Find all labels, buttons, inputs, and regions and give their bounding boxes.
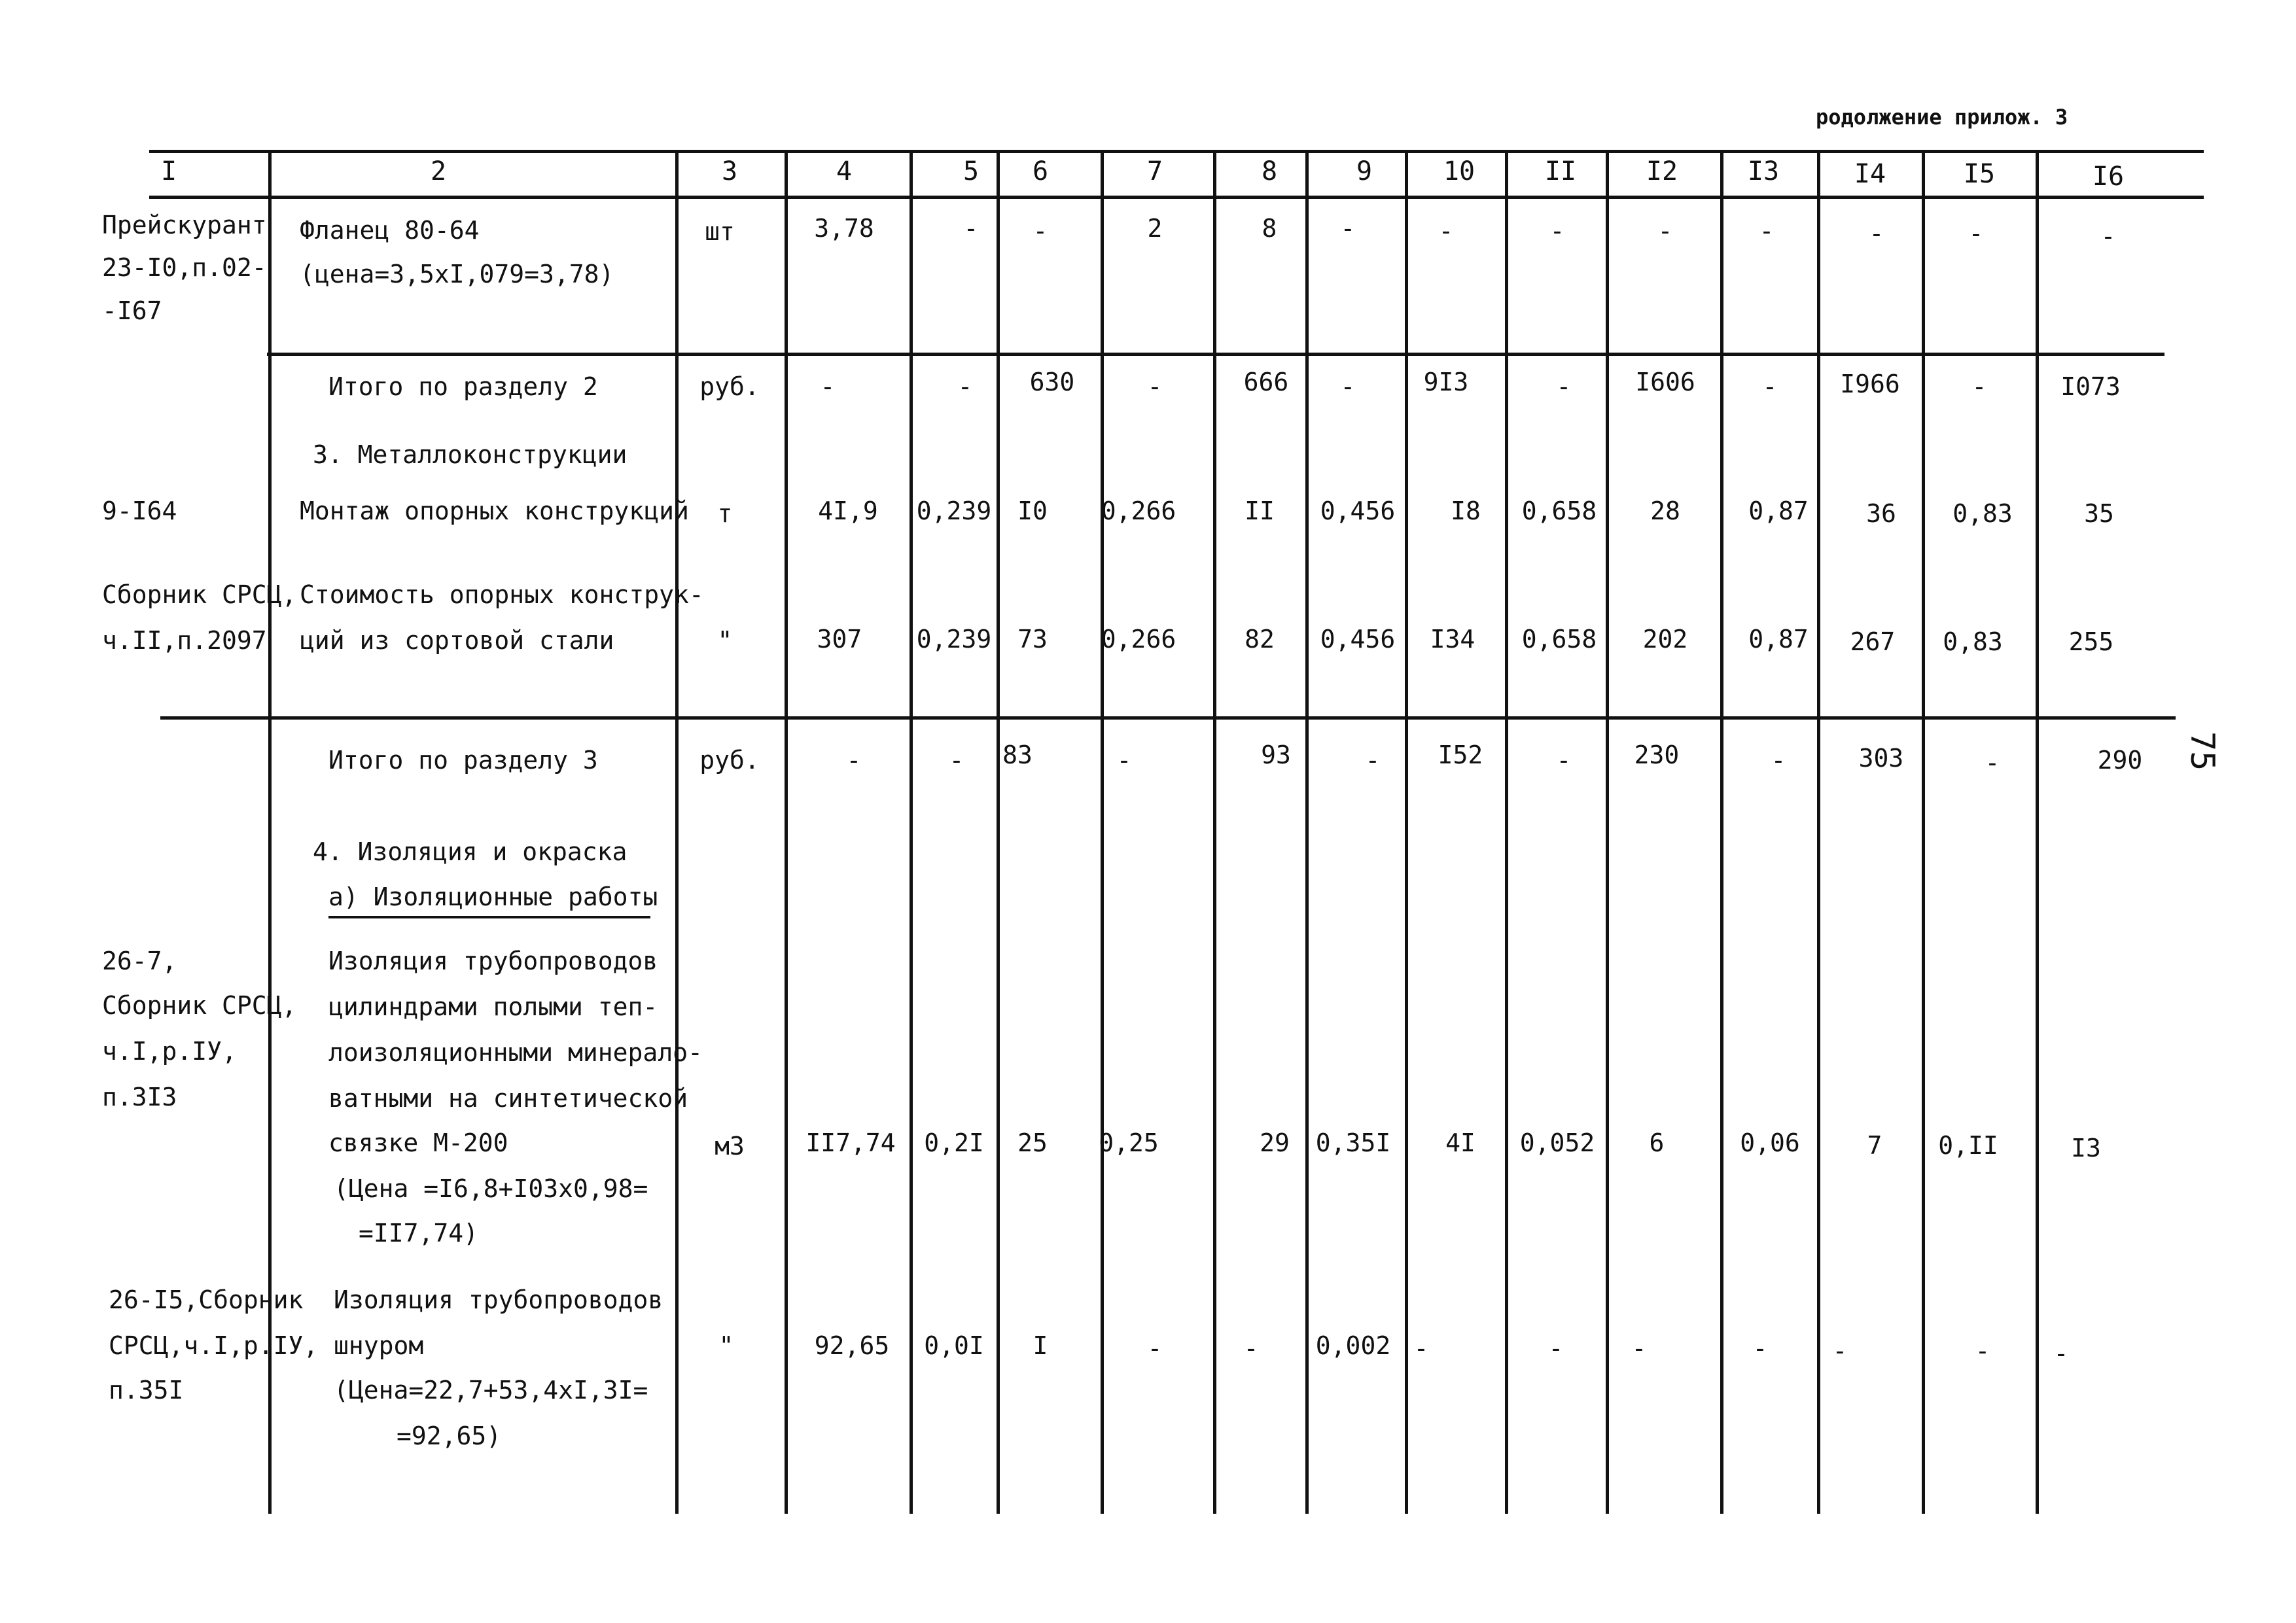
cell-value: - xyxy=(1752,1334,1768,1363)
cell-value: 0,658 xyxy=(1521,625,1597,654)
row-reference: 9-I64 xyxy=(102,497,177,525)
row-description: Стоимость опорных конструк- xyxy=(300,580,704,609)
cell-value: 2 xyxy=(1147,214,1163,243)
cell-value: I3 xyxy=(2071,1134,2101,1162)
page-number: 75 xyxy=(2183,731,2221,771)
row-description: ватными на синтетической xyxy=(328,1084,688,1113)
cell-value: 35 xyxy=(2084,499,2114,528)
cell-value: 0,83 xyxy=(1943,627,2003,656)
column-header: 7 xyxy=(1146,156,1163,186)
cell-value: 267 xyxy=(1850,627,1896,656)
cell-value: 0,002 xyxy=(1315,1331,1391,1360)
column-header: 9 xyxy=(1356,156,1373,186)
cell-value: - xyxy=(1340,214,1356,243)
row-description: =II7,74) xyxy=(359,1219,479,1248)
cell-value: - xyxy=(1869,219,1884,248)
cell-value: 7 xyxy=(1867,1131,1882,1160)
cell-value: - xyxy=(1556,746,1572,775)
cell-value: 83 xyxy=(1002,741,1033,769)
cell-value: - xyxy=(1147,372,1163,401)
row-description: связке М-200 xyxy=(328,1128,508,1157)
cell-value: - xyxy=(1438,217,1454,245)
cell-value: 202 xyxy=(1642,625,1688,654)
cell-value: 0,87 xyxy=(1748,625,1809,654)
row-unit: м3 xyxy=(715,1132,745,1161)
column-divider xyxy=(910,150,913,1514)
cell-value: - xyxy=(1413,1334,1429,1363)
row-reference: ч.I,р.IУ, xyxy=(102,1037,237,1066)
cell-value: 0,266 xyxy=(1101,625,1176,654)
cell-value: I8 xyxy=(1451,497,1481,525)
row-reference: ч.II,п.2097 xyxy=(102,626,267,655)
cell-value: - xyxy=(963,214,979,243)
row-description: шнуром xyxy=(334,1331,424,1360)
column-header: I3 xyxy=(1747,156,1780,186)
row-reference: -I67 xyxy=(102,296,162,325)
cell-value: 0,II xyxy=(1938,1131,1998,1160)
column-divider xyxy=(1505,150,1508,1514)
cell-value: - xyxy=(1116,746,1132,775)
cell-value: - xyxy=(2053,1339,2069,1368)
cell-value: I0 xyxy=(1017,497,1048,525)
row-description: (цена=3,5хI,079=3,78) xyxy=(300,260,614,288)
row-description: Изоляция трубопроводов xyxy=(328,947,658,975)
row-unit: руб. xyxy=(699,372,760,401)
cell-value: 9I3 xyxy=(1423,368,1469,396)
subsection-heading: а) Изоляционные работы xyxy=(328,882,658,911)
cell-value: - xyxy=(1759,217,1775,245)
row-unit: " xyxy=(718,1331,734,1360)
cell-value: - xyxy=(1243,1334,1259,1363)
column-header: I2 xyxy=(1646,156,1678,186)
column-header: 2 xyxy=(430,156,447,186)
column-divider xyxy=(1922,150,1925,1514)
cell-value: 0,052 xyxy=(1519,1128,1595,1157)
cell-value: - xyxy=(2100,222,2116,251)
column-header: 4 xyxy=(836,156,853,186)
cell-value: 0,456 xyxy=(1320,497,1396,525)
column-header: 5 xyxy=(963,156,980,186)
cell-value: 4I,9 xyxy=(818,497,878,525)
cell-value: 666 xyxy=(1243,368,1289,396)
column-header: II xyxy=(1544,156,1577,186)
row-reference: Прейскурант xyxy=(102,211,267,239)
column-divider xyxy=(785,150,788,1514)
cell-value: 0,2I xyxy=(924,1128,984,1157)
cell-value: 25 xyxy=(1017,1128,1048,1157)
cell-value: - xyxy=(1548,1334,1564,1363)
cell-value: 82 xyxy=(1245,625,1275,654)
cell-value: - xyxy=(1147,1334,1163,1363)
section-total-label: Итого по разделу 2 xyxy=(328,372,598,401)
table-top-rule xyxy=(149,150,2204,153)
cell-value: 303 xyxy=(1858,744,1904,773)
column-divider xyxy=(1405,150,1408,1514)
cell-value: - xyxy=(1340,372,1356,401)
cell-value: 630 xyxy=(1029,368,1075,396)
cell-value: - xyxy=(1631,1334,1647,1363)
section-heading: 4. Изоляция и окраска xyxy=(313,837,627,866)
column-header: 3 xyxy=(721,156,738,186)
column-header: I5 xyxy=(1963,159,1996,189)
cell-value: 0,0I xyxy=(924,1331,984,1360)
row-description: (Цена =I6,8+I03х0,98= xyxy=(334,1174,648,1203)
column-divider xyxy=(1305,150,1309,1514)
cell-value: I xyxy=(1033,1331,1048,1360)
cell-value: 230 xyxy=(1634,741,1680,769)
cell-value: I073 xyxy=(2060,372,2121,401)
row-unit: " xyxy=(717,626,733,655)
cell-value: 92,65 xyxy=(814,1331,890,1360)
column-divider xyxy=(1213,150,1216,1514)
row-reference: СРСЦ,ч.I,р.IУ, xyxy=(109,1331,319,1360)
cell-value: I606 xyxy=(1635,368,1695,396)
row-reference: 26-I5,Сборник xyxy=(109,1285,304,1314)
row-unit: руб. xyxy=(699,746,760,775)
table-continuation-caption: родолжение прилож. 3 xyxy=(1816,105,2068,130)
column-header: 10 xyxy=(1443,156,1475,186)
cell-value: - xyxy=(1549,217,1565,245)
cell-value: 8 xyxy=(1262,214,1277,243)
cell-value: 29 xyxy=(1260,1128,1290,1157)
cell-value: - xyxy=(1832,1336,1848,1365)
cell-value: - xyxy=(820,372,836,401)
cell-value: 0,83 xyxy=(1952,499,2013,528)
column-divider xyxy=(1606,150,1609,1514)
row-reference: Сборник СРСЦ, xyxy=(102,991,297,1020)
subsection-underline xyxy=(328,916,650,918)
cell-value: 73 xyxy=(1017,625,1048,654)
column-header: I xyxy=(160,156,177,186)
cell-value: 0,06 xyxy=(1740,1128,1800,1157)
cell-value: 0,35I xyxy=(1315,1128,1391,1157)
cell-value: 3,78 xyxy=(814,214,874,243)
column-header: I4 xyxy=(1854,159,1886,189)
cell-value: - xyxy=(1762,372,1778,401)
cell-value: 0,239 xyxy=(916,625,992,654)
column-divider xyxy=(2036,150,2039,1514)
row-description: цилиндрами полыми теп- xyxy=(328,992,658,1021)
row-description: (Цена=22,7+53,4хI,3I= xyxy=(334,1376,648,1405)
row-description: =92,65) xyxy=(397,1422,502,1450)
column-header: I6 xyxy=(2092,162,2125,192)
cell-value: - xyxy=(1033,217,1048,245)
column-divider xyxy=(675,150,679,1514)
cell-value: - xyxy=(1968,219,1984,248)
column-divider xyxy=(1817,150,1820,1514)
row-description: лоизоляционными минерало- xyxy=(328,1038,703,1067)
column-header: 8 xyxy=(1261,156,1278,186)
cell-value: 0,239 xyxy=(916,497,992,525)
cell-value: 4I xyxy=(1445,1128,1475,1157)
cell-value: 0,25 xyxy=(1099,1128,1159,1157)
cell-value: II xyxy=(1245,497,1275,525)
cell-value: 0,456 xyxy=(1320,625,1396,654)
cell-value: - xyxy=(1985,748,2000,777)
cell-value: - xyxy=(1556,372,1572,401)
column-divider xyxy=(1720,150,1723,1514)
cell-value: 0,658 xyxy=(1521,497,1597,525)
cell-value: 36 xyxy=(1866,499,1896,528)
section3-rule xyxy=(160,716,2176,720)
row-reference: п.3I3 xyxy=(102,1083,177,1111)
cell-value: - xyxy=(1971,372,1987,401)
cell-value: 6 xyxy=(1649,1128,1665,1157)
row-reference: Сборник СРСЦ, xyxy=(102,580,297,609)
cell-value: II7,74 xyxy=(805,1128,896,1157)
cell-value: - xyxy=(1975,1336,1990,1365)
cell-value: 28 xyxy=(1650,497,1680,525)
cell-value: 290 xyxy=(2097,746,2143,775)
row-description: Изоляция трубопроводов xyxy=(334,1285,663,1314)
column-divider xyxy=(997,150,1000,1514)
cell-value: I34 xyxy=(1430,625,1475,654)
cell-value: - xyxy=(846,746,862,775)
section-heading: 3. Металлоконструкции xyxy=(313,440,627,469)
cell-value: 307 xyxy=(817,625,862,654)
row-reference: п.35I xyxy=(109,1376,184,1405)
column-header: 6 xyxy=(1032,156,1049,186)
cell-value: 0,266 xyxy=(1101,497,1176,525)
cell-value: - xyxy=(1365,746,1381,775)
row-reference: 23-I0,п.02- xyxy=(102,253,267,282)
row-unit: шт xyxy=(705,217,735,246)
column-divider xyxy=(1101,150,1104,1514)
section-total-label: Итого по разделу 3 xyxy=(328,746,598,775)
cell-value: - xyxy=(1657,217,1673,245)
cell-value: 0,87 xyxy=(1748,497,1809,525)
cell-value: I966 xyxy=(1840,370,1900,398)
cell-value: I52 xyxy=(1438,741,1483,769)
row-reference: 26-7, xyxy=(102,947,177,975)
cell-value: - xyxy=(949,746,964,775)
row-unit: т xyxy=(717,499,733,528)
row-description: Фланец 80-64 xyxy=(300,216,480,245)
cell-value: - xyxy=(1771,746,1786,775)
row-description: Монтаж опорных конструкций xyxy=(300,497,689,525)
cell-value: 255 xyxy=(2068,627,2114,656)
cell-value: - xyxy=(957,372,973,401)
header-bottom-rule xyxy=(149,196,2204,199)
row-description: ций из сортовой стали xyxy=(300,626,614,655)
cell-value: 93 xyxy=(1261,741,1291,769)
